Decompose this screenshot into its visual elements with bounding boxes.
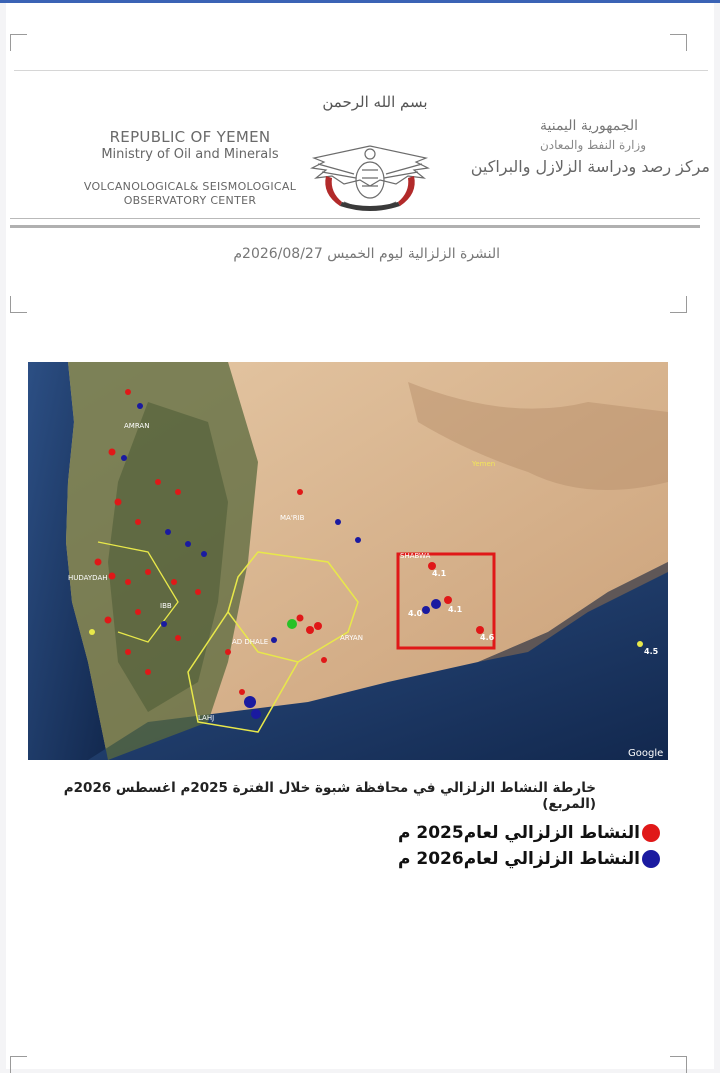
event-2025: [115, 499, 122, 506]
event-2025: [195, 589, 201, 595]
center-name-en-line1: VOLCANOLOGICAL& SEISMOLOGICAL: [83, 180, 297, 193]
event-2025: [239, 689, 245, 695]
event-2026: [121, 455, 127, 461]
map-label-marib: MA'RIB: [280, 514, 305, 522]
map-label-lahj: LAHJ: [198, 714, 215, 722]
event-2026: [335, 519, 341, 525]
crop-mark-top-left: [10, 34, 27, 51]
event-2025: [125, 579, 131, 585]
ministry-name-ar: وزارة النفط والمعادن: [539, 138, 646, 152]
event-2025: [135, 609, 141, 615]
center-name-en-line2: OBSERVATORY CENTER: [123, 194, 257, 207]
event-2025: [175, 489, 181, 495]
legend-label: النشاط الزلزالي لعام2026 م: [397, 849, 640, 869]
event-2025: [321, 657, 327, 663]
legend-dot-blue-icon: [642, 850, 660, 868]
legend-dot-red-icon: [642, 824, 660, 842]
event-2026: [251, 709, 261, 719]
event-highlight-green: [287, 619, 297, 629]
event-2026: [137, 403, 143, 409]
event-2025: [109, 573, 116, 580]
crop-mark-bottom-left: [10, 296, 27, 313]
map-label-ad-dhale: AD DHALE: [232, 638, 269, 646]
event-2025: [171, 579, 177, 585]
map-label-ibb: IBB: [160, 602, 172, 610]
event-2025: [314, 622, 322, 630]
event-2026: [161, 621, 167, 627]
event-2025: [306, 626, 314, 634]
event-2025: [125, 389, 131, 395]
event-2026: [244, 696, 256, 708]
event-offshore: [637, 641, 643, 647]
event-2026: [201, 551, 207, 557]
event-2026-shabwa: [431, 599, 441, 609]
event-2026: [185, 541, 191, 547]
crop-mark-page2-right: [670, 1056, 687, 1073]
map-label-amran: AMRAN: [124, 422, 150, 430]
event-2025: [225, 649, 231, 655]
header-top-rule: [14, 70, 708, 71]
legend-item-2025: [360, 823, 660, 843]
map-label-aryan: ARYAN: [340, 634, 363, 642]
mag-label: 4.6: [480, 633, 495, 642]
event-2025: [95, 559, 102, 566]
mag-label: 4.5: [644, 647, 659, 656]
event-2025: [297, 489, 303, 495]
event-2025-shabwa: [444, 596, 452, 604]
seismic-activity-map: [28, 362, 668, 760]
event-2025: [105, 617, 112, 624]
legend-label: النشاط الزلزالي لعام2025 م: [397, 823, 640, 843]
event-2025: [155, 479, 161, 485]
country-name-ar: الجمهورية اليمنية: [539, 118, 638, 134]
country-name-en: REPUBLIC OF YEMEN: [109, 128, 271, 146]
event-2026: [271, 637, 277, 643]
event-2025: [145, 669, 151, 675]
event-2025: [109, 449, 116, 456]
header-bottom-rule: [10, 218, 700, 228]
map-attribution: Google: [628, 748, 664, 759]
mag-label: 4.1: [432, 569, 447, 578]
bulletin-title: النشرة الزلزالية ليوم الخميس 2026/08/27م: [233, 246, 500, 262]
map-label-yemen: Yemen: [472, 460, 496, 468]
event-2026: [355, 537, 361, 543]
crop-mark-top-right: [670, 34, 687, 51]
map-label-hudaydah: HUDAYDAH: [68, 574, 108, 582]
event-2025: [175, 635, 181, 641]
event-2026: [165, 529, 171, 535]
basmala: بسم الله الرحمن: [322, 93, 428, 111]
event-red-sea: [89, 629, 95, 635]
center-name-ar: مركز رصد ودراسة الزلازل والبراكين: [470, 157, 710, 176]
mag-label: 4.1: [448, 605, 463, 614]
legend-item-2026: [360, 849, 660, 869]
event-2025: [135, 519, 141, 525]
event-2025: [145, 569, 151, 575]
event-2025: [125, 649, 131, 655]
map-caption: خارطة النشاط الزلزالي في محافظة شبوة خلال الفترة 2025م اغسطس 2026م (المربع): [63, 780, 596, 812]
crop-mark-bottom-right: [670, 296, 687, 313]
event-2025: [297, 615, 304, 622]
map-label-shabwa: SHABWA: [400, 552, 431, 560]
event-2026-shabwa: [422, 606, 430, 614]
ministry-name-en: Ministry of Oil and Minerals: [101, 147, 279, 162]
yemen-eagle-emblem: [304, 140, 436, 214]
mag-label: 4.0: [408, 609, 423, 618]
crop-mark-page2-left: [10, 1056, 27, 1073]
